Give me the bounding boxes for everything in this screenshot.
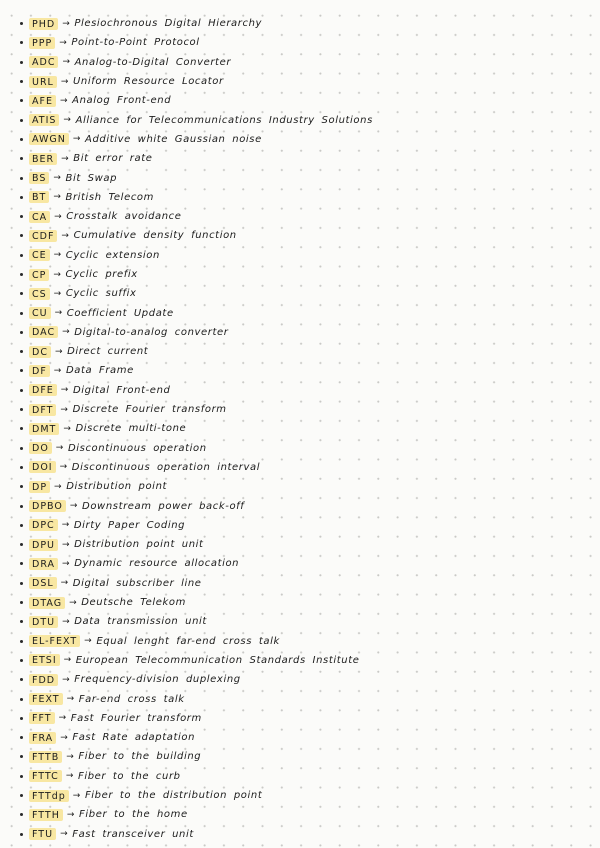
list-item [20, 612, 580, 631]
acronym-highlight: CA [29, 211, 50, 223]
list-item [20, 284, 580, 303]
acronym-definition: Fiber to the curb [77, 770, 181, 782]
acronym-definition: Alliance for Telecommunications Industry Solutions [75, 114, 373, 126]
acronym-highlight: BS [29, 172, 49, 184]
acronym-definition: European Telecommunication Standards Institute [75, 654, 360, 666]
list-item [20, 593, 580, 612]
arrow-icon: → [54, 481, 63, 492]
bullet-dot [20, 794, 23, 797]
list-item [20, 477, 580, 496]
arrow-icon: → [53, 173, 62, 184]
bullet-dot [20, 99, 23, 102]
acronym-definition: Fiber to the distribution point [84, 790, 263, 802]
bullet-dot [20, 717, 23, 720]
bullet-dot [20, 369, 23, 372]
acronym-definition: Fast transceiver unit [72, 828, 194, 840]
acronym-definition: Discrete Fourier transform [72, 404, 227, 416]
acronym-highlight: DRA [29, 558, 58, 570]
acronym-highlight: FTTC [29, 770, 62, 782]
arrow-icon: → [62, 558, 71, 569]
acronym-definition: Equal lenght far-end cross talk [96, 635, 280, 647]
acronym-definition: Analog Front-end [72, 95, 172, 107]
acronym-highlight: DTU [29, 616, 58, 628]
bullet-dot [20, 331, 23, 334]
list-item [20, 53, 580, 72]
acronym-highlight: CDF [29, 230, 57, 242]
arrow-icon: → [69, 597, 78, 608]
acronym-definition: Additive white Gaussian noise [85, 133, 262, 145]
list-item [20, 767, 580, 786]
bullet-dot [20, 447, 23, 450]
arrow-icon: → [61, 153, 70, 164]
acronym-definition: Deutsche Telekom [81, 597, 186, 609]
arrow-icon: → [54, 211, 63, 222]
acronym-definition: Direct current [67, 346, 149, 358]
list-item [20, 361, 580, 380]
bullet-dot [20, 196, 23, 199]
list-item [20, 91, 580, 110]
arrow-icon: → [60, 76, 70, 87]
bullet-dot [20, 389, 23, 392]
list-item [20, 824, 580, 843]
acronym-definition: Fast Fourier transform [70, 712, 202, 724]
acronym-definition: Downstream power back-off [82, 500, 245, 512]
acronym-definition: Cyclic extension [65, 249, 160, 261]
acronym-definition: Point-to-Point Protocol [71, 37, 200, 49]
list-item [20, 400, 580, 419]
arrow-icon: → [54, 308, 63, 319]
list-item [20, 689, 580, 708]
acronym-highlight: CE [29, 249, 50, 261]
arrow-icon: → [61, 520, 70, 531]
list-item [20, 14, 580, 33]
acronym-definition: Distribution point unit [74, 539, 204, 551]
bullet-dot [20, 119, 23, 122]
list-item [20, 72, 580, 91]
list-item [20, 439, 580, 458]
arrow-icon: → [60, 385, 69, 396]
bullet-dot [20, 601, 23, 604]
bullet-dot [20, 41, 23, 44]
bullet-dot [20, 254, 23, 257]
acronym-highlight: FFT [29, 712, 55, 724]
acronym-highlight: BER [29, 153, 57, 165]
acronym-definition: Discontinuous operation [67, 442, 207, 454]
bullet-dot [20, 80, 23, 83]
acronym-highlight: URL [29, 76, 57, 88]
bullet-dot [20, 524, 23, 527]
list-item [20, 265, 580, 284]
arrow-icon: → [63, 115, 72, 126]
acronym-definition: Dirty Paper Coding [73, 519, 186, 531]
arrow-icon: → [60, 404, 69, 415]
acronym-highlight: ETSI [29, 654, 60, 666]
acronym-highlight: FEXT [29, 693, 63, 705]
arrow-icon: → [53, 288, 62, 299]
bullet-dot [20, 292, 23, 295]
acronym-highlight: CP [29, 269, 49, 281]
arrow-icon: → [53, 192, 62, 203]
arrow-icon: → [59, 37, 68, 48]
acronym-highlight: AFE [29, 95, 56, 107]
arrow-icon: → [59, 95, 69, 106]
acronym-highlight: DPC [29, 519, 58, 531]
arrow-icon: → [62, 57, 71, 68]
arrow-icon: → [53, 250, 62, 261]
arrow-icon: → [69, 501, 79, 512]
acronym-highlight: DC [29, 346, 51, 358]
bullet-dot [20, 427, 23, 430]
bullet-dot [20, 408, 23, 411]
list-item [20, 188, 580, 207]
bullet-dot [20, 562, 23, 565]
list-item [20, 651, 580, 670]
acronym-definition: British Telecom [65, 191, 154, 203]
acronym-definition: Fiber to the building [78, 751, 202, 763]
bullet-dot [20, 312, 23, 315]
acronym-definition: Fast Rate adaptation [72, 732, 196, 744]
list-item [20, 805, 580, 824]
list-item [20, 747, 580, 766]
acronym-definition: Digital Front-end [72, 384, 171, 396]
arrow-icon: → [66, 694, 75, 705]
acronym-highlight: FTTH [29, 809, 63, 821]
bullet-dot [20, 177, 23, 180]
acronym-definition: Distribution point [66, 481, 168, 493]
bullet-dot [20, 620, 23, 623]
arrow-icon: → [55, 443, 64, 454]
list-item [20, 149, 580, 168]
acronym-definition: Plesiochronous Digital Hierarchy [74, 18, 263, 30]
list-item [20, 110, 580, 129]
bullet-dot [20, 640, 23, 643]
list-item [20, 246, 580, 265]
arrow-icon: → [61, 230, 70, 241]
acronym-highlight: ATIS [29, 114, 59, 126]
arrow-icon: → [62, 674, 71, 685]
arrow-icon: → [63, 655, 72, 666]
acronym-highlight: PHD [29, 18, 58, 30]
bullet-dot [20, 157, 23, 160]
acronym-definition: Bit error rate [73, 153, 153, 165]
bullet-dot [20, 466, 23, 469]
acronym-highlight: DP [29, 481, 50, 493]
bullet-dot [20, 813, 23, 816]
acronym-definition: Cumulative density function [73, 230, 237, 242]
acronym-highlight: CU [29, 307, 51, 319]
list-item [20, 130, 580, 149]
arrow-icon: → [66, 809, 76, 820]
acronym-highlight: FTTdp [29, 790, 69, 802]
list-item [20, 670, 580, 689]
list-item [20, 168, 580, 187]
bullet-dot [20, 273, 23, 276]
acronym-definition: Crosstalk avoidance [66, 211, 182, 223]
list-item [20, 728, 580, 747]
bullet-dot [20, 22, 23, 25]
list-item [20, 419, 580, 438]
bullet-dot [20, 543, 23, 546]
arrow-icon: → [63, 423, 72, 434]
bullet-dot [20, 775, 23, 778]
acronym-definition: Cyclic prefix [65, 269, 138, 280]
list-item [20, 342, 580, 361]
bullet-dot [20, 736, 23, 739]
acronym-highlight: DAC [29, 326, 58, 338]
acronym-highlight: FRA [29, 732, 56, 744]
acronym-definition: Dynamic resource allocation [74, 558, 240, 570]
bullet-dot [20, 698, 23, 701]
list-item [20, 323, 580, 342]
acronym-highlight: CS [29, 288, 50, 300]
arrow-icon: → [65, 771, 74, 782]
arrow-icon: → [53, 365, 62, 376]
arrow-icon: → [60, 829, 69, 840]
acronym-highlight: DFE [29, 384, 57, 396]
list-item [20, 535, 580, 554]
arrow-icon: → [60, 732, 69, 743]
list-item [20, 574, 580, 593]
acronym-definition: Uniform Resource Locator [73, 76, 224, 88]
acronym-highlight: DPU [29, 539, 58, 551]
list-item [20, 496, 580, 515]
acronym-highlight: EL-FEXT [29, 635, 80, 647]
list-item [20, 516, 580, 535]
bullet-dot [20, 755, 23, 758]
list-item [20, 381, 580, 400]
acronym-highlight: ADC [29, 56, 58, 68]
arrow-icon: → [60, 578, 69, 589]
acronym-definition: Discrete multi-tone [75, 423, 187, 435]
acronym-definition: Bit Swap [65, 172, 118, 184]
list-item [20, 458, 580, 477]
acronym-list [20, 14, 580, 844]
arrow-icon: → [66, 751, 75, 762]
arrow-icon: → [54, 346, 64, 357]
arrow-icon: → [62, 539, 71, 550]
acronym-highlight: DMT [29, 423, 59, 435]
arrow-icon: → [58, 713, 67, 724]
acronym-highlight: DO [29, 442, 52, 454]
acronym-highlight: FTU [29, 828, 56, 840]
acronym-definition: Data Frame [65, 365, 134, 377]
acronym-highlight: AWGN [29, 133, 69, 145]
bullet-dot [20, 485, 23, 488]
acronym-definition: Analog-to-Digital Converter [74, 56, 232, 68]
list-item [20, 786, 580, 805]
acronym-definition: Digital subscriber line [72, 577, 202, 589]
list-item [20, 554, 580, 573]
acronym-highlight: DTAG [29, 597, 65, 609]
acronym-highlight: FDD [29, 674, 58, 686]
bullet-dot [20, 350, 23, 353]
acronym-highlight: BT [29, 191, 49, 203]
list-item [20, 207, 580, 226]
bullet-dot [20, 138, 23, 141]
acronym-highlight: DSL [29, 577, 57, 589]
bullet-dot [20, 833, 23, 836]
arrow-icon: → [72, 134, 81, 145]
acronym-definition: Far-end cross talk [78, 693, 185, 705]
list-item [20, 709, 580, 728]
list-item [20, 33, 580, 52]
acronym-highlight: DF [29, 365, 50, 377]
arrow-icon: → [53, 269, 62, 280]
acronym-highlight: DOI [29, 461, 56, 473]
bullet-dot [20, 61, 23, 64]
list-item [20, 632, 580, 651]
bullet-dot [20, 505, 23, 508]
bullet-dot [20, 659, 23, 662]
acronym-highlight: DFT [29, 404, 56, 416]
acronym-definition: Fiber to the home [79, 809, 188, 821]
arrow-icon: → [62, 616, 71, 627]
acronym-definition: Coefficient Update [66, 307, 174, 319]
acronym-highlight: FTTB [29, 751, 62, 763]
acronym-definition: Digital-to-analog converter [74, 326, 229, 338]
acronym-highlight: DPBO [29, 500, 66, 512]
bullet-dot [20, 678, 23, 681]
arrow-icon: → [84, 636, 93, 647]
bullet-dot [20, 234, 23, 237]
acronym-highlight: PPP [29, 37, 55, 49]
arrow-icon: → [62, 327, 71, 338]
arrow-icon: → [72, 790, 81, 801]
acronym-definition: Frequency-division duplexing [74, 674, 241, 686]
bullet-dot [20, 215, 23, 218]
acronym-definition: Cyclic suffix [65, 288, 137, 300]
list-item [20, 226, 580, 245]
acronym-definition: Discontinuous operation interval [71, 461, 261, 473]
arrow-icon: → [59, 462, 68, 473]
list-item [20, 303, 580, 322]
acronym-definition: Data transmission unit [74, 616, 207, 628]
bullet-dot [20, 582, 23, 585]
arrow-icon: → [62, 18, 71, 29]
